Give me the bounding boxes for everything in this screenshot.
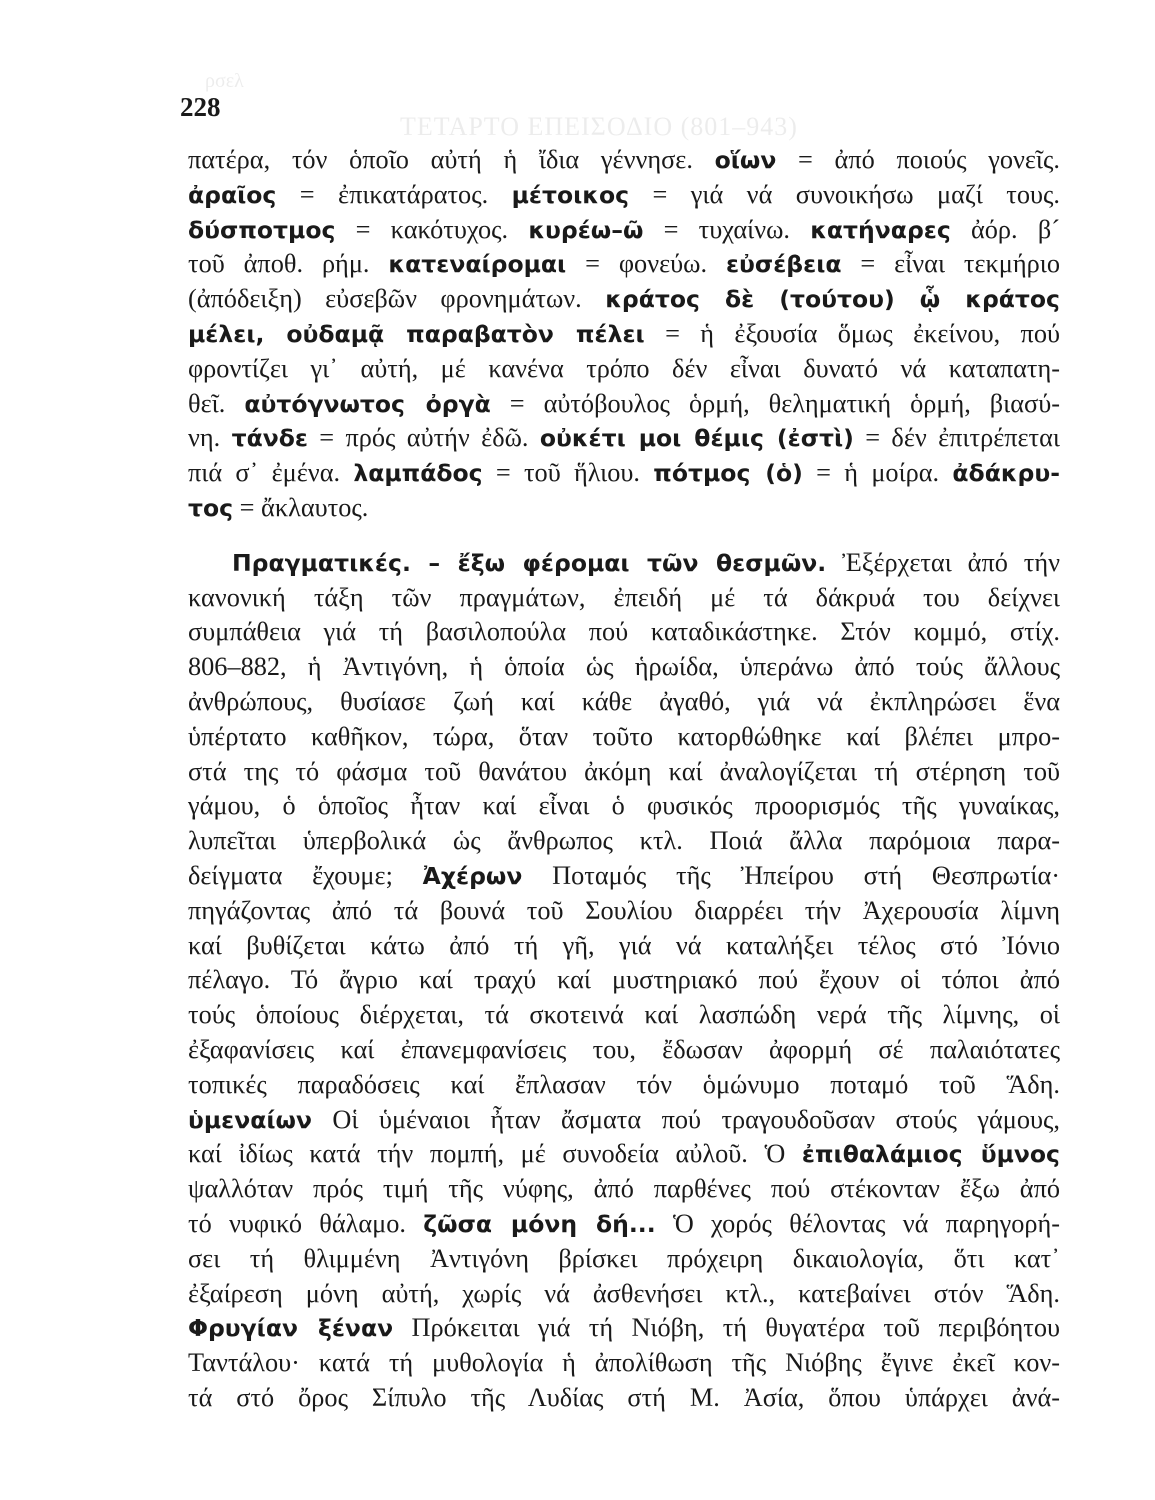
page-number: 228 bbox=[180, 92, 221, 122]
bold-term: Πραγματικές. – ἔξω φέρομαι τῶν θεσμῶν. bbox=[232, 548, 827, 577]
text-line bbox=[188, 998, 1060, 1033]
bold-term: οὐκέτι μοι θέμις (ἐστὶ) bbox=[539, 424, 854, 453]
text-line bbox=[188, 859, 1060, 894]
text-line bbox=[188, 1103, 1060, 1138]
text-segment: ἐξαίρεση μόνη αὐτή, χωρίς νά ἀσθενήσει κτλ., κατεβαίνει στόν Ἅδη. bbox=[188, 1278, 1060, 1308]
text-segment: ἐξαφανίσεις καί ἐπανεμφανίσεις του, ἔδωσαν ἀφορμή σέ παλαιότατες bbox=[188, 1034, 1060, 1064]
text-segment: στά της τό φάσμα τοῦ θανάτου ἀκόμη καί ἀναλογίζεται τή στέρηση τοῦ bbox=[188, 756, 1060, 786]
text-segment: = αὐτόβουλος ὁρμή, θεληματική ὁρμή, βιασύ- bbox=[490, 388, 1060, 418]
text-segment: = τυχαίνω. bbox=[643, 214, 811, 244]
text-segment: = γιά νά συνοικήσω μαζί τους. bbox=[629, 179, 1061, 209]
text-segment: δείγματα ἔχουμε; bbox=[188, 860, 423, 890]
text-segment: ψαλλόταν πρός τιμή τῆς νύφης, ἀπό παρθένες πού στέκονταν ἔξω ἀπό bbox=[188, 1174, 1060, 1204]
text-segment: = ἡ ἐξουσία ὅμως ἐκείνου, πού bbox=[644, 318, 1060, 348]
bold-term: ἐπιθαλάμιος ὕμνος bbox=[801, 1140, 1060, 1169]
text-segment: = φονεύω. bbox=[566, 249, 726, 279]
text-segment: τοῦ ἀποθ. ρήμ. bbox=[188, 249, 389, 279]
text-segment: πιά σ᾽ ἐμένα. bbox=[188, 458, 354, 488]
text-line bbox=[188, 282, 1060, 317]
text-line bbox=[188, 1137, 1060, 1172]
bold-term: ἀραῖος bbox=[188, 180, 277, 209]
bold-term: οἵων bbox=[714, 146, 777, 174]
bold-term: Ἀχέρων bbox=[422, 861, 523, 890]
text-line bbox=[188, 491, 1060, 526]
text-segment: τούς ὁποίους διέρχεται, τά σκοτεινά καί λασπώδη νερά τῆς λίμνης, οἱ bbox=[188, 1000, 1060, 1030]
bold-term: Φρυγίαν ξέναν bbox=[188, 1314, 394, 1343]
text-segment: τοπικές παραδόσεις καί ἔπλασαν τόν ὁμώνυμο ποταμό τοῦ Ἅδη. bbox=[188, 1069, 1060, 1099]
text-segment: Ποταμός τῆς Ἠπείρου στή Θεσπρωτία· bbox=[522, 860, 1060, 890]
text-segment: ἀνθρώπους, θυσίασε ζωή καί κάθε ἀγαθό, γιά νά ἐκπληρώσει ἕνα bbox=[188, 686, 1060, 716]
text-segment: = ἀπό ποιούς γονεῖς. bbox=[776, 145, 1060, 174]
text-segment: = ἡ μοίρα. bbox=[802, 458, 953, 488]
text-line bbox=[188, 824, 1060, 859]
text-segment: λυπεῖται ὑπερβολικά ὡς ἄνθρωπος κτλ. Ποιά ἄλλα παρόμοια παρα- bbox=[188, 826, 1060, 856]
bold-term: ἀδάκρυ- bbox=[952, 459, 1060, 488]
text-line bbox=[188, 789, 1060, 824]
text-line bbox=[188, 1346, 1060, 1381]
text-line bbox=[188, 352, 1060, 387]
text-line bbox=[188, 456, 1060, 491]
text-line bbox=[188, 317, 1060, 352]
text-segment: Οἱ ὑμέναιοι ἦταν ἄσματα πού τραγουδοῦσαν στούς γάμους, bbox=[311, 1104, 1060, 1134]
text-segment: Πρόκειται γιά τή Νιόβη, τή θυγατέρα τοῦ περιβόητου bbox=[393, 1313, 1060, 1343]
bold-term: τάνδε bbox=[231, 424, 308, 453]
bold-term: τος bbox=[188, 493, 234, 522]
text-line bbox=[188, 213, 1060, 248]
text-line bbox=[188, 963, 1060, 998]
text-line bbox=[188, 421, 1060, 456]
text-segment: Ἐξέρχεται ἀπό τήν bbox=[826, 547, 1060, 577]
text-segment: συμπάθεια γιά τή βασιλοπούλα πού καταδικάστηκε. Στόν κομμό, στίχ. bbox=[188, 617, 1060, 647]
text-segment: καί ἰδίως κατά τήν πομπή, μέ συνοδεία αὐλοῦ. Ὁ bbox=[188, 1139, 802, 1169]
text-segment: Ὁ χορός θέλοντας νά παρηγορή- bbox=[655, 1208, 1060, 1238]
text-segment: πατέρα, τόν ὁποῖο αὐτή ἡ ἴδια γέννησε. bbox=[188, 145, 715, 174]
text-segment: κανονική τάξη τῶν πραγμάτων, ἐπειδή μέ τά δάκρυά του δείχνει bbox=[188, 582, 1060, 612]
text-line bbox=[188, 1242, 1060, 1277]
text-segment: ὑπέρτατο καθῆκον, τώρα, ὅταν τοῦτο κατορθώθηκε καί βλέπει μπρο- bbox=[188, 721, 1060, 751]
text-line bbox=[188, 247, 1060, 282]
text-line bbox=[188, 1207, 1060, 1242]
text-line bbox=[188, 1277, 1060, 1312]
text-line bbox=[188, 143, 1060, 178]
text-line bbox=[188, 1033, 1060, 1068]
bold-term: εὐσέβεια bbox=[725, 250, 842, 279]
text-segment: πηγάζοντας ἀπό τά βουνά τοῦ Σουλίου διαρρέει τήν Ἀχερουσία λίμνη bbox=[188, 895, 1060, 925]
text-line bbox=[188, 387, 1060, 422]
text-segment: πέλαγο. Τό ἄγριο καί τραχύ καί μυστηριακό πού ἔχουν οἱ τόποι ἀπό bbox=[188, 965, 1060, 995]
text-line bbox=[188, 720, 1060, 755]
bold-term: ὑμεναίων bbox=[188, 1105, 312, 1134]
text-line bbox=[188, 1381, 1060, 1416]
text-segment: 806–882, ἡ Ἀντιγόνη, ἡ ὁποία ὡς ἡρωίδα, ὑπεράνω ἀπό τούς ἄλλους bbox=[188, 652, 1060, 682]
text-segment: σει τή θλιμμένη Ἀντιγόνη βρίσκει πρόχειρη δικαιολογία, ὅτι κατ᾽ bbox=[188, 1243, 1060, 1273]
text-segment: = κακότυχος. bbox=[335, 214, 529, 244]
text-line bbox=[188, 685, 1060, 720]
text-segment: Ταντάλου· κατά τή μυθολογία ἡ ἀπολίθωση τῆς Νιόβης ἔγινε ἐκεῖ κον- bbox=[188, 1348, 1060, 1378]
bold-term: κατήναρες bbox=[810, 215, 951, 244]
text-line bbox=[188, 929, 1060, 964]
text-segment: τά στό ὄρος Σίπυλο τῆς Λυδίας στή Μ. Ἀσία, ὅπου ὑπάρχει ἀνά- bbox=[188, 1382, 1060, 1412]
bleed-through-header: ΤΕΤΑΡΤΟ ΕΠΕΙΣΟΔΙΟ (801–943) bbox=[400, 112, 798, 141]
text-segment: = εἶναι τεκμήριο bbox=[841, 249, 1060, 279]
text-segment: φροντίζει γι᾽ αὐτή, μέ κανένα τρόπο δέν εἶναι δυνατό νά καταπατη- bbox=[188, 353, 1060, 383]
bold-term: λαμπάδος bbox=[353, 459, 483, 488]
text-line bbox=[188, 894, 1060, 929]
text-segment: = τοῦ ἥλιου. bbox=[482, 458, 654, 488]
text-segment: = ἄκλαυτος. bbox=[233, 492, 369, 522]
text-line bbox=[188, 1172, 1060, 1207]
text-segment: γάμου, ὁ ὁποῖος ἦταν καί εἶναι ὁ φυσικός προορισμός τῆς γυναίκας, bbox=[188, 791, 1060, 821]
bleed-through-top-left: ρσελ bbox=[205, 70, 244, 92]
text-segment: (ἀπόδειξη) εὐσεβῶν φρονημάτων. bbox=[188, 284, 606, 314]
text-line bbox=[188, 178, 1060, 213]
page-text-body bbox=[188, 143, 1060, 1416]
text-segment: θεῖ. bbox=[188, 388, 245, 418]
text-line bbox=[188, 1068, 1060, 1103]
text-segment: τό νυφικό θάλαμο. bbox=[188, 1208, 424, 1238]
text-segment: = δέν ἐπιτρέπεται bbox=[853, 423, 1060, 453]
bold-term: κατεναίρομαι bbox=[388, 250, 567, 279]
bold-term: κυρέω–ῶ bbox=[528, 215, 644, 244]
bold-term: μέλει, οὐδαμᾷ παραβατὸν πέλει bbox=[188, 319, 645, 348]
bold-term: κράτος δὲ (τούτου) ᾧ κράτος bbox=[605, 285, 1060, 314]
text-line bbox=[188, 581, 1060, 616]
bold-term: αὐτόγνωτος ὀργὰ bbox=[244, 389, 491, 418]
text-line bbox=[188, 546, 1060, 581]
bold-term: μέτοικος bbox=[511, 180, 630, 209]
text-segment: ἀόρ. β´ bbox=[950, 214, 1060, 244]
text-segment: = ἐπικατάρατος. bbox=[276, 179, 512, 209]
bold-term: πότμος (ὁ) bbox=[653, 459, 803, 488]
text-segment: = πρός αὐτήν ἐδῶ. bbox=[307, 423, 540, 453]
text-segment: καί βυθίζεται κάτω ἀπό τή γῆ, γιά νά καταλήξει τέλος στό Ἰόνιο bbox=[188, 930, 1060, 960]
text-line bbox=[188, 650, 1060, 685]
bold-term: δύσποτμος bbox=[188, 215, 336, 244]
text-line bbox=[188, 615, 1060, 650]
text-line bbox=[188, 755, 1060, 790]
text-segment: νη. bbox=[188, 423, 232, 453]
text-line bbox=[188, 1311, 1060, 1346]
bold-term: ζῶσα μόνη δή... bbox=[423, 1209, 656, 1238]
